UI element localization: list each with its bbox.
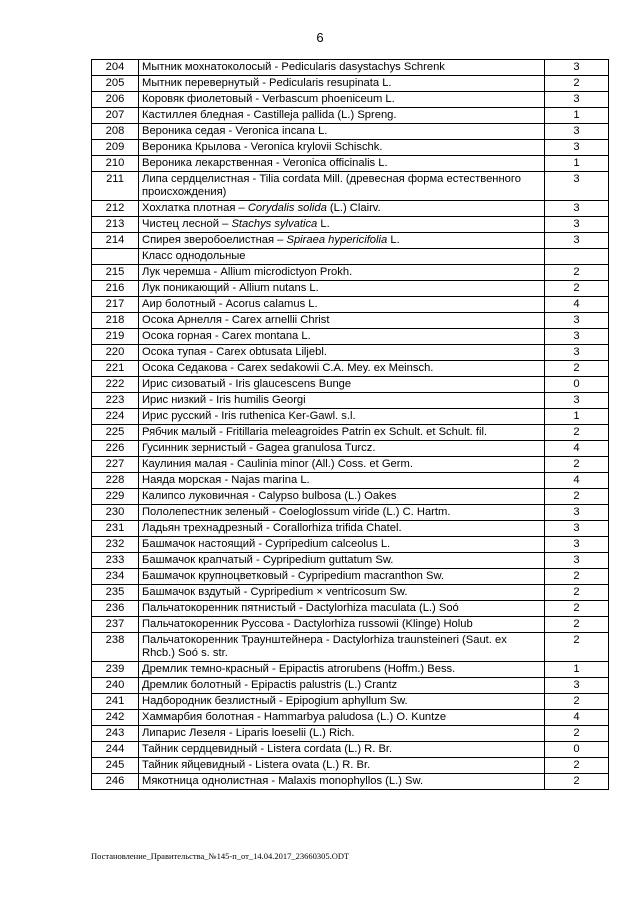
- row-number: 216: [92, 281, 139, 297]
- species-name: Лук черемша - Allium microdictyon Prokh.: [139, 265, 545, 281]
- rarity-category: 3: [545, 505, 609, 521]
- row-number: 220: [92, 345, 139, 361]
- rarity-category: 2: [545, 457, 609, 473]
- species-name: Башмачок настоящий - Cypripedium calceolus L.: [139, 537, 545, 553]
- table-row: [92, 678, 609, 694]
- row-number: 221: [92, 361, 139, 377]
- row-number: 227: [92, 457, 139, 473]
- rarity-category: 1: [545, 108, 609, 124]
- rarity-category: 2: [545, 758, 609, 774]
- species-name-latin: Corydalis solida: [247, 202, 327, 214]
- rarity-category: 3: [545, 172, 609, 201]
- table-row: [92, 409, 609, 425]
- row-number: 233: [92, 553, 139, 569]
- row-number: 212: [92, 201, 139, 217]
- table-row: [92, 585, 609, 601]
- rarity-category: 3: [545, 553, 609, 569]
- table-row: [92, 265, 609, 281]
- species-name: Лук поникающий - Allium nutans L.: [139, 281, 545, 297]
- table-row: [92, 297, 609, 313]
- rarity-category: 4: [545, 710, 609, 726]
- rarity-category: 4: [545, 297, 609, 313]
- rarity-category: 3: [545, 313, 609, 329]
- species-name: Дремлик болотный - Epipactis palustris (L.) Crantz: [139, 678, 545, 694]
- row-number: 244: [92, 742, 139, 758]
- row-number: 238: [92, 633, 139, 662]
- table-row: [92, 694, 609, 710]
- rarity-category: 4: [545, 441, 609, 457]
- species-name: Башмачок крапчатый - Cypripedium guttatum Sw.: [139, 553, 545, 569]
- rarity-category: 3: [545, 140, 609, 156]
- row-number: 211: [92, 172, 139, 201]
- rarity-category: 3: [545, 537, 609, 553]
- species-name-latin: Spiraea hypericifolia: [286, 234, 388, 246]
- table-row: [92, 489, 609, 505]
- species-name: Ирис русский - Iris ruthenica Ker-Gawl. s.l.: [139, 409, 545, 425]
- species-name: Осока Седакова - Carex sedakowii C.A. Mey. ex Meinsch.: [139, 361, 545, 377]
- table-row: [92, 329, 609, 345]
- table-row: [92, 742, 609, 758]
- species-name: Пололепестник зеленый - Coeloglossum viride (L.) C. Hartm.: [139, 505, 545, 521]
- species-name: Тайник яйцевидный - Listera ovata (L.) R. Br.: [139, 758, 545, 774]
- species-name: Дремлик темно-красный - Epipactis atrorubens (Hoffm.) Bess.: [139, 662, 545, 678]
- rarity-category: 2: [545, 726, 609, 742]
- row-number: 224: [92, 409, 139, 425]
- table-row: [92, 473, 609, 489]
- row-number: 218: [92, 313, 139, 329]
- table-row: [92, 108, 609, 124]
- row-number: 241: [92, 694, 139, 710]
- rarity-category: 4: [545, 473, 609, 489]
- rarity-category: 3: [545, 217, 609, 233]
- row-number: 205: [92, 76, 139, 92]
- table-row: [92, 521, 609, 537]
- species-name: Ирис низкий - Iris humilis Georgi: [139, 393, 545, 409]
- row-number: 223: [92, 393, 139, 409]
- table-row: [92, 345, 609, 361]
- rarity-category: 3: [545, 329, 609, 345]
- rarity-category: 3: [545, 393, 609, 409]
- rarity-category: 2: [545, 633, 609, 662]
- rarity-category: 3: [545, 92, 609, 108]
- table-row: [92, 377, 609, 393]
- species-name: Осока горная - Carex montana L.: [139, 329, 545, 345]
- row-number: 242: [92, 710, 139, 726]
- species-table: [91, 59, 609, 790]
- row-number: 206: [92, 92, 139, 108]
- row-number: 204: [92, 60, 139, 76]
- table-row: [92, 537, 609, 553]
- table-row: [92, 217, 609, 233]
- species-name: Тайник сердцевидный - Listera cordata (L.) R. Br.: [139, 742, 545, 758]
- species-name-latin: Stachys sylvatica: [231, 218, 318, 230]
- species-name: Вероника Крылова - Veronica krylovii Schischk.: [139, 140, 545, 156]
- table-row: [92, 601, 609, 617]
- rarity-category: 3: [545, 124, 609, 140]
- row-number: 207: [92, 108, 139, 124]
- species-name: [139, 201, 545, 217]
- species-name: Ладьян трехнадрезный - Corallorhiza trifida Chatel.: [139, 521, 545, 537]
- rarity-category: 3: [545, 345, 609, 361]
- table-row: [92, 505, 609, 521]
- rarity-category: 2: [545, 265, 609, 281]
- species-name: Кастиллея бледная - Castilleja pallida (L.) Spreng.: [139, 108, 545, 124]
- table-row: [92, 633, 609, 662]
- rarity-category: 2: [545, 601, 609, 617]
- table-row: [92, 393, 609, 409]
- table-row: [92, 726, 609, 742]
- species-name-author: L.: [387, 234, 400, 246]
- species-name: Вероника седая - Veronica incana L.: [139, 124, 545, 140]
- table-row: [92, 201, 609, 217]
- rarity-category: 1: [545, 409, 609, 425]
- table-row: [92, 313, 609, 329]
- row-number: 214: [92, 233, 139, 249]
- table-row: [92, 60, 609, 76]
- table-row: [92, 124, 609, 140]
- table-row: [92, 758, 609, 774]
- row-number: 228: [92, 473, 139, 489]
- rarity-category: 3: [545, 233, 609, 249]
- table-row: [92, 76, 609, 92]
- species-name-russian: Чистец лесной –: [142, 218, 232, 230]
- row-number: 210: [92, 156, 139, 172]
- rarity-category: 2: [545, 569, 609, 585]
- row-number: 237: [92, 617, 139, 633]
- species-name: Мытник мохнатоколосый - Pedicularis dasystachys Schrenk: [139, 60, 545, 76]
- table-row: [92, 774, 609, 790]
- row-number: 215: [92, 265, 139, 281]
- table-row: [92, 710, 609, 726]
- row-number: 234: [92, 569, 139, 585]
- rarity-category: 3: [545, 678, 609, 694]
- table-row: [92, 140, 609, 156]
- row-number: [92, 249, 139, 265]
- species-name: Осока Арнелля - Carex arnellii Christ: [139, 313, 545, 329]
- table-row: [92, 425, 609, 441]
- row-number: 213: [92, 217, 139, 233]
- table-row: [92, 172, 609, 201]
- species-name: Липа сердцелистная - Tilia cordata Mill. (древесная форма естественного происхождения): [139, 172, 545, 201]
- species-name: [139, 217, 545, 233]
- row-number: 219: [92, 329, 139, 345]
- species-name-author: (L.) Clairv.: [326, 202, 381, 214]
- species-name-russian: Хохлатка плотная –: [142, 202, 248, 214]
- table-row: [92, 553, 609, 569]
- rarity-category: [545, 249, 609, 265]
- row-number: 246: [92, 774, 139, 790]
- row-number: 217: [92, 297, 139, 313]
- row-number: 236: [92, 601, 139, 617]
- row-number: 231: [92, 521, 139, 537]
- row-number: 235: [92, 585, 139, 601]
- row-number: 222: [92, 377, 139, 393]
- species-table-body: [92, 60, 609, 790]
- rarity-category: 2: [545, 774, 609, 790]
- table-row: [92, 249, 609, 265]
- species-name: Вероника лекарственная - Veronica officinalis L.: [139, 156, 545, 172]
- rarity-category: 2: [545, 281, 609, 297]
- species-name: Мытник перевернутый - Pedicularis resupinata L.: [139, 76, 545, 92]
- rarity-category: 2: [545, 425, 609, 441]
- species-name: Наяда морская - Najas marina L.: [139, 473, 545, 489]
- species-name: Осока тупая - Carex obtusata Liljebl.: [139, 345, 545, 361]
- rarity-category: 1: [545, 662, 609, 678]
- rarity-category: 2: [545, 361, 609, 377]
- species-name: Пальчатокоренник Траунштейнера - Dactylorhiza traunsteineri (Saut. ex Rhcb.) Soó s. str.: [139, 633, 545, 662]
- row-number: 208: [92, 124, 139, 140]
- rarity-category: 2: [545, 585, 609, 601]
- row-number: 232: [92, 537, 139, 553]
- row-number: 225: [92, 425, 139, 441]
- species-name: Коровяк фиолетовый - Verbascum phoeniceum L.: [139, 92, 545, 108]
- row-number: 209: [92, 140, 139, 156]
- row-number: 243: [92, 726, 139, 742]
- rarity-category: 3: [545, 521, 609, 537]
- species-name: Мякотница однолистная - Malaxis monophyllos (L.) Sw.: [139, 774, 545, 790]
- row-number: 230: [92, 505, 139, 521]
- species-name-russian: Спирея зверобоелистная –: [142, 234, 287, 246]
- table-row: [92, 156, 609, 172]
- rarity-category: 0: [545, 742, 609, 758]
- page-number: 6: [316, 30, 324, 45]
- row-number: 226: [92, 441, 139, 457]
- species-name: Гусинник зернистый - Gagea granulosa Turcz.: [139, 441, 545, 457]
- species-name: Рябчик малый - Fritillaria meleagroides Patrin ex Schult. et Schult. fil.: [139, 425, 545, 441]
- rarity-category: 1: [545, 156, 609, 172]
- table-row: [92, 233, 609, 249]
- footer-filename: Постановление_Правительства_№145-п_от_14.04.2017_23660305.ODT: [91, 851, 350, 861]
- species-name: Хаммарбия болотная - Hammarbya paludosa (L.) O. Kuntze: [139, 710, 545, 726]
- species-name: Пальчатокоренник пятнистый - Dactylorhiza maculata (L.) Soó: [139, 601, 545, 617]
- table-row: [92, 569, 609, 585]
- row-number: 239: [92, 662, 139, 678]
- species-name: Пальчатокоренник Руссова - Dactylorhiza russowii (Klinge) Holub: [139, 617, 545, 633]
- table-row: [92, 281, 609, 297]
- table-row: [92, 361, 609, 377]
- rarity-category: 2: [545, 617, 609, 633]
- species-name: Калипсо луковичная - Calypso bulbosa (L.) Oakes: [139, 489, 545, 505]
- species-name: Башмачок крупноцветковый - Cypripedium macranthon Sw.: [139, 569, 545, 585]
- rarity-category: 2: [545, 489, 609, 505]
- species-name: Надбородник безлистный - Epipogium aphyllum Sw.: [139, 694, 545, 710]
- species-name: Каулиния малая - Caulinia minor (All.) Coss. et Germ.: [139, 457, 545, 473]
- species-name-author: L.: [317, 218, 330, 230]
- table-row: [92, 662, 609, 678]
- row-number: 240: [92, 678, 139, 694]
- species-name: Липарис Лезеля - Liparis loeselii (L.) Rich.: [139, 726, 545, 742]
- table-row: [92, 457, 609, 473]
- row-number: 245: [92, 758, 139, 774]
- table-row: [92, 617, 609, 633]
- species-name: Класс однодольные: [139, 249, 545, 265]
- rarity-category: 3: [545, 60, 609, 76]
- species-name: Башмачок вздутый - Cypripedium × ventricosum Sw.: [139, 585, 545, 601]
- row-number: 229: [92, 489, 139, 505]
- table-row: [92, 441, 609, 457]
- species-name: Аир болотный - Acorus calamus L.: [139, 297, 545, 313]
- rarity-category: 2: [545, 694, 609, 710]
- table-row: [92, 92, 609, 108]
- species-name: Ирис сизоватый - Iris glaucescens Bunge: [139, 377, 545, 393]
- rarity-category: 3: [545, 201, 609, 217]
- rarity-category: 2: [545, 76, 609, 92]
- species-name: [139, 233, 545, 249]
- rarity-category: 0: [545, 377, 609, 393]
